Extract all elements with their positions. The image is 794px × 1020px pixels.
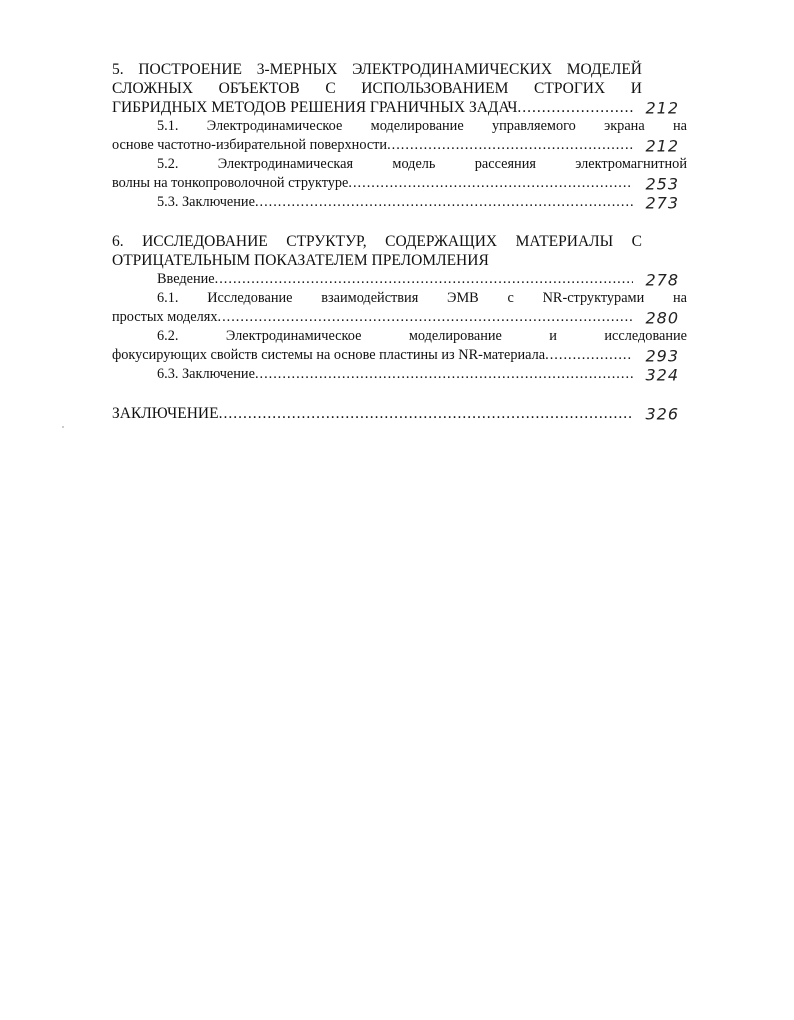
- page-number: 293: [645, 346, 679, 365]
- section-5-3-line: [112, 193, 687, 212]
- section-6-3-line: [112, 365, 687, 384]
- chapter-6-title-line-2: ОТРИЦАТЕЛЬНЫМ ПОКАЗАТЕЛЕМ ПРЕЛОМЛЕНИЯ: [112, 252, 489, 269]
- section-6-2-text: фокусирующих свойств системы на основе пластины из NR-материала: [112, 347, 546, 363]
- section-6-3-text: 6.3. Заключение: [157, 366, 255, 382]
- chapter-5-title-line-3: [112, 98, 687, 117]
- dot-leader: [517, 98, 633, 117]
- page-number: 253: [645, 174, 679, 193]
- section-6-2-line-2: [112, 346, 687, 365]
- chapter-5-title-text: ГИБРИДНЫХ МЕТОДОВ РЕШЕНИЯ ГРАНИЧНЫХ ЗАДАЧ: [112, 99, 518, 116]
- page-number: 326: [645, 404, 679, 423]
- section-5-2-line-1: 5.2. Электродинамическая модель рассеяния электромагнитной: [157, 156, 687, 172]
- section-6-1-line-1: 6.1. Исследование взаимодействия ЭМВ с NR-структурами на: [157, 290, 687, 306]
- scan-speck: [62, 426, 64, 428]
- introduction-6-line: [112, 270, 687, 289]
- chapter-5-title-line-2: СЛОЖНЫХ ОБЪЕКТОВ С ИСПОЛЬЗОВАНИЕМ СТРОГИХ И: [112, 80, 642, 97]
- dot-leader: [255, 193, 633, 212]
- page-number: 212: [645, 136, 679, 155]
- section-5-1-text: основе частотно-избирательной поверхности: [112, 137, 388, 153]
- conclusion-text: ЗАКЛЮЧЕНИЕ: [112, 405, 219, 422]
- page-number: 278: [645, 270, 679, 289]
- dot-leader: [255, 365, 633, 384]
- chapter-5-title-line-1: 5. ПОСТРОЕНИЕ 3-МЕРНЫХ ЭЛЕКТРОДИНАМИЧЕСКИХ МОДЕЛЕЙ: [112, 61, 642, 78]
- section-6-2-line-1: 6.2. Электродинамическое моделирование и исследование: [157, 328, 687, 344]
- section-6-1-line-2: [112, 308, 687, 327]
- section-5-3-text: 5.3. Заключение: [157, 194, 255, 210]
- section-5-2-text: волны на тонкопроволочной структуре: [112, 175, 349, 191]
- dot-leader: [218, 308, 634, 327]
- dot-leader: [215, 270, 633, 289]
- page-number: 324: [645, 365, 679, 384]
- chapter-6-title-line-1: 6. ИССЛЕДОВАНИЕ СТРУКТУР, СОДЕРЖАЩИХ МАТЕРИАЛЫ С: [112, 233, 642, 250]
- dot-leader: [219, 404, 633, 423]
- page-number: 280: [645, 308, 679, 327]
- section-5-1-line-2: [112, 136, 687, 155]
- dot-leader: [348, 174, 633, 193]
- dot-leader: [387, 136, 633, 155]
- table-of-contents: [112, 60, 687, 423]
- section-5-1-line-1: 5.1. Электродинамическое моделирование управляемого экрана на: [157, 118, 687, 134]
- conclusion-line: [112, 404, 687, 423]
- section-6-1-text: простых моделях: [112, 309, 218, 325]
- dot-leader: [545, 346, 633, 365]
- page-number: 273: [645, 193, 679, 212]
- page-number: 212: [645, 98, 679, 117]
- introduction-6-text: Введение: [157, 271, 215, 287]
- section-5-2-line-2: [112, 174, 687, 193]
